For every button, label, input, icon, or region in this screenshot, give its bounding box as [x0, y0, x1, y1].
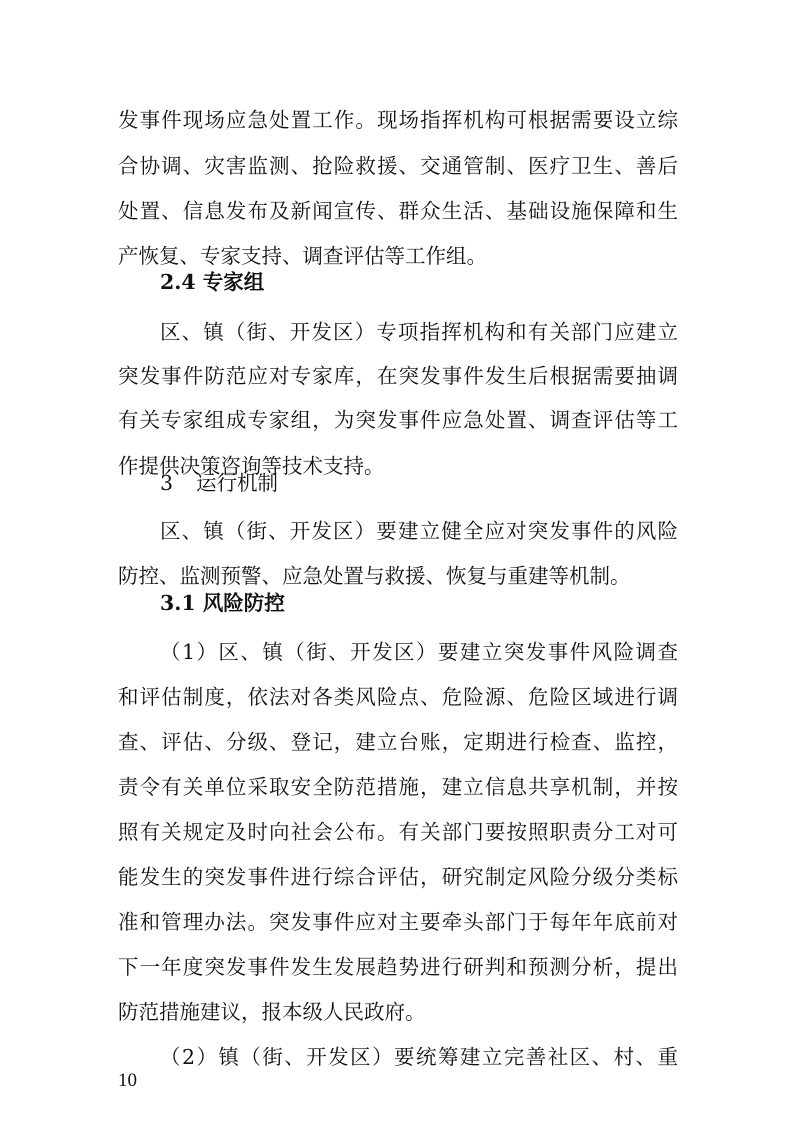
paragraph-1-line-3: 处置、信息发布及新闻宣传、群众生活、基础设施保障和生 — [118, 199, 678, 223]
section-3-1-heading: 3.1 风险防控 — [160, 591, 285, 615]
paragraph-1-line-2: 合协调、灾害监测、抢险救援、交通管制、医疗卫生、善后 — [118, 154, 678, 178]
paragraph-4-line-2: 和评估制度，依法对各类风险点、危险源、危险区域进行调 — [118, 685, 678, 709]
section-3-heading — [160, 469, 278, 497]
page-number: 10 — [118, 1070, 137, 1091]
paragraph-2-line-4: 作提供决策咨询等技术支持。 — [118, 454, 385, 478]
section-3-number: 3 — [160, 471, 174, 495]
paragraph-1-line-4: 产恢复、专家支持、调查评估等工作组。 — [118, 244, 487, 268]
paragraph-1-line-1: 发事件现场应急处置工作。现场指挥机构可根据需要设立综 — [118, 108, 678, 132]
paragraph-4-line-1: （1）区、镇（街、开发区）要建立突发事件风险调查 — [160, 640, 678, 664]
paragraph-3-line-2: 防控、监测预警、应急处置与救援、恢复与重建等机制。 — [118, 564, 631, 588]
paragraph-4-line-8: 下一年度突发事件发生发展趋势进行研判和预测分析，提出 — [118, 955, 678, 979]
paragraph-5-line-1: （2）镇（街、开发区）要统筹建立完善社区、村、重 — [160, 1045, 678, 1069]
paragraph-3-line-1: 区、镇（街、开发区）要建立健全应对突发事件的风险 — [160, 519, 678, 543]
paragraph-2-line-1: 区、镇（街、开发区）专项指挥机构和有关部门应建立 — [160, 320, 678, 344]
paragraph-4-line-4: 责令有关单位采取安全防范措施，建立信息共享机制，并按 — [118, 775, 678, 799]
paragraph-4-line-6: 能发生的突发事件进行综合评估，研究制定风险分级分类标 — [118, 865, 678, 889]
paragraph-4-line-7: 准和管理办法。突发事件应对主要牵头部门于每年年底前对 — [118, 910, 678, 934]
paragraph-4-line-3: 查、评估、分级、登记，建立台账，定期进行检查、监控， — [118, 730, 678, 754]
paragraph-2-line-2: 突发事件防范应对专家库，在突发事件发生后根据需要抽调 — [118, 364, 678, 388]
paragraph-4-line-5: 照有关规定及时向社会公布。有关部门要按照职责分工对可 — [118, 820, 678, 844]
section-3-title: 运行机制 — [196, 471, 278, 495]
section-2-4-heading: 2.4 专家组 — [160, 270, 265, 294]
paragraph-2-line-3: 有关专家组成专家组，为突发事件应急处置、调查评估等工 — [118, 408, 678, 432]
paragraph-4-line-9: 防范措施建议，报本级人民政府。 — [118, 1000, 426, 1024]
